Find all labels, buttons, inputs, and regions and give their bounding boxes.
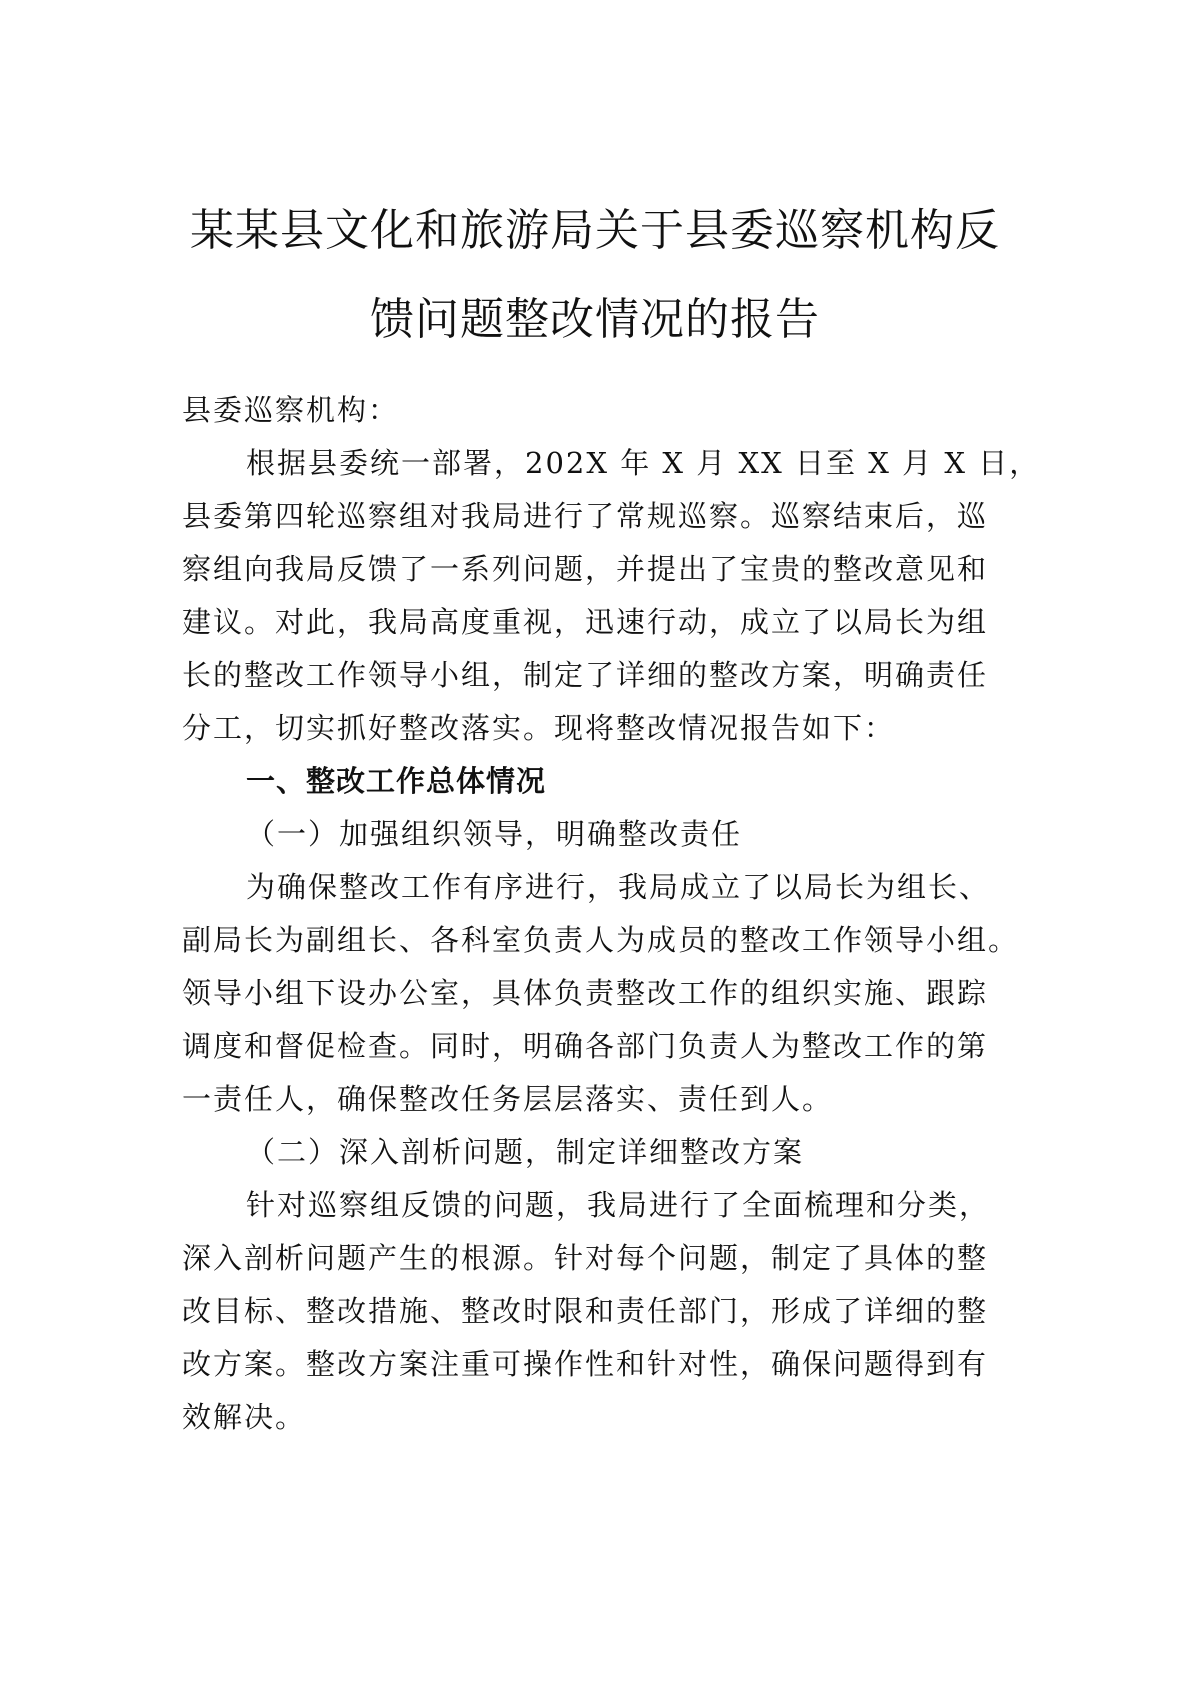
subsection-heading: （二）深入剖析问题，制定详细整改方案 <box>246 1135 805 1169</box>
paragraph-line: 改方案。整改方案注重可操作性和针对性，确保问题得到有 <box>182 1347 989 1381</box>
paragraph-line: 针对巡察组反馈的问题，我局进行了全面梳理和分类， <box>246 1188 991 1222</box>
intro-line: 分工，切实抓好整改落实。现将整改情况报告如下： <box>182 711 896 745</box>
subsection-heading: （一）加强组织领导，明确整改责任 <box>246 817 743 851</box>
document-title-line-1: 某某县文化和旅游局关于县委巡察机构反 <box>190 205 1000 256</box>
paragraph-line: 一责任人，确保整改任务层层落实、责任到人。 <box>182 1082 834 1116</box>
intro-line: 县委第四轮巡察组对我局进行了常规巡察。巡察结束后，巡 <box>182 499 989 533</box>
paragraph-line: 领导小组下设办公室，具体负责整改工作的组织实施、跟踪 <box>182 976 989 1010</box>
paragraph-line: 深入剖析问题产生的根源。针对每个问题，制定了具体的整 <box>182 1241 989 1275</box>
document-title-line-2: 馈问题整改情况的报告 <box>370 294 820 345</box>
paragraph-line: 调度和督促检查。同时，明确各部门负责人为整改工作的第 <box>182 1029 989 1063</box>
section-heading: 一、整改工作总体情况 <box>246 764 547 798</box>
paragraph-line: 为确保整改工作有序进行，我局成立了以局长为组长、 <box>246 870 991 904</box>
paragraph-line: 副局长为副组长、各科室负责人为成员的整改工作领导小组。 <box>182 923 1020 957</box>
intro-line: 建议。对此，我局高度重视，迅速行动，成立了以局长为组 <box>182 605 989 639</box>
salutation: 县委巡察机构： <box>182 393 400 427</box>
intro-line: 根据县委统一部署，202X 年 X 月 XX 日至 X 月 X 日， <box>246 446 1041 480</box>
paragraph-line: 效解决。 <box>182 1400 307 1434</box>
paragraph-line: 改目标、整改措施、整改时限和责任部门，形成了详细的整 <box>182 1294 989 1328</box>
intro-line: 长的整改工作领导小组，制定了详细的整改方案，明确责任 <box>182 658 989 692</box>
intro-line: 察组向我局反馈了一系列问题，并提出了宝贵的整改意见和 <box>182 552 989 586</box>
